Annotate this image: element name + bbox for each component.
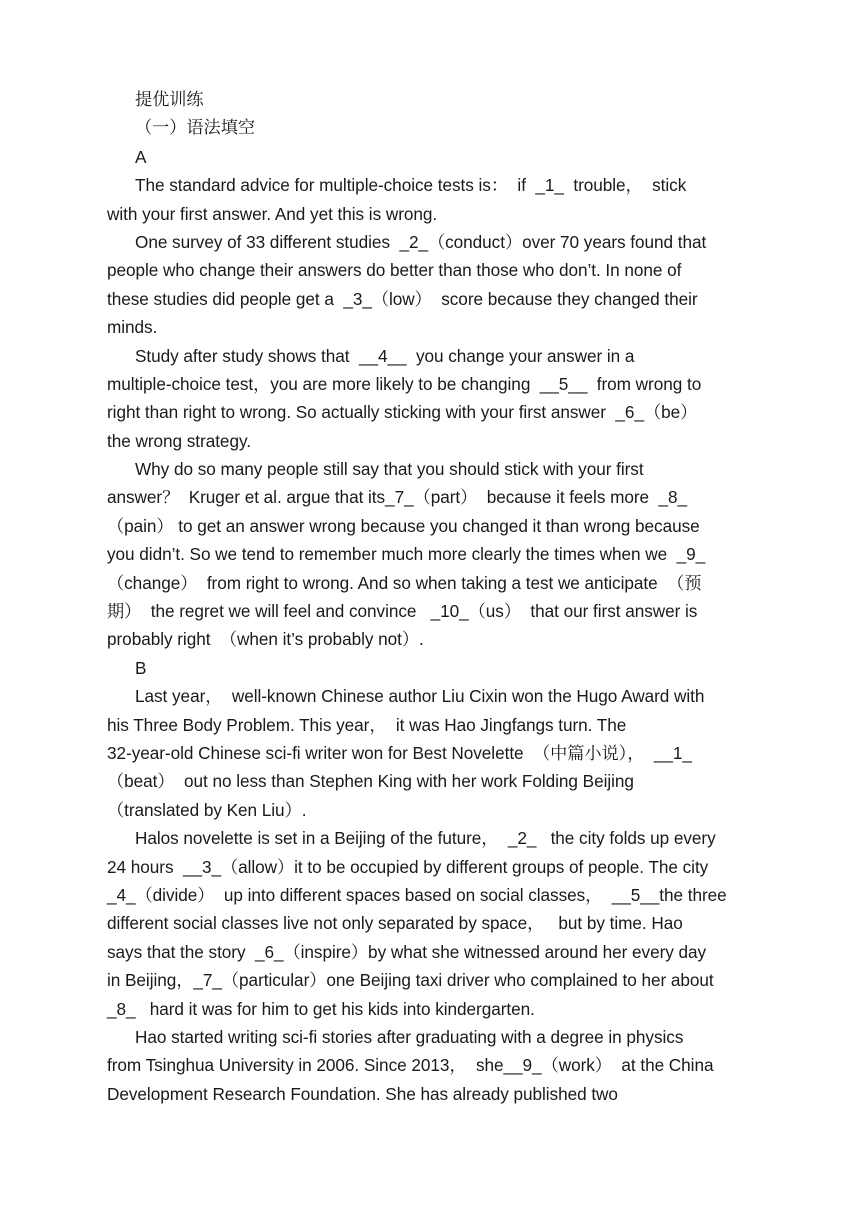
text-line: Why do so many people still say that you should stick with your first <box>135 459 644 480</box>
text-line: 24 hours __3_（allow）it to be occupied by different groups of people. The city <box>107 856 709 877</box>
text-line: says that the story _6_（inspire）by what she witnessed around her every day <box>107 941 707 962</box>
text-line: One survey of 33 different studies _2_（conduct）over 70 years found that <box>135 231 707 252</box>
text-line: （beat） out no less than Stephen King with her work Folding Beijing <box>107 771 634 792</box>
text-line: 32-year-old Chinese sci-fi writer won for Best Novelette （中篇小说）， __1_ <box>107 742 692 763</box>
exercise-title: 提优训练 <box>135 90 204 110</box>
text-line: people who change their answers do better than those who don’t. In none of <box>107 260 682 281</box>
section-heading: （一）语法填空 <box>135 118 255 139</box>
text-line: （translated by Ken Liu）. <box>107 799 307 820</box>
text-line: right than right to wrong. So actually sticking with your first answer _6_（be） <box>107 402 698 423</box>
text-line: answer？ Kruger et al. argue that its_7_（part） because it feels more _8_ <box>107 487 688 508</box>
document-page <box>107 86 757 1108</box>
text-line: different social classes live not only separated by space， but by time. Hao <box>107 913 683 934</box>
text-line: these studies did people get a _3_（low） score because they changed their <box>107 288 698 309</box>
text-line: Hao started writing sci-fi stories after graduating with a degree in physics <box>135 1026 684 1047</box>
text-line: The standard advice for multiple-choice tests is： if _1_ trouble， stick <box>135 175 687 196</box>
text-line: _8_ hard it was for him to get his kids into kindergarten. <box>107 998 535 1019</box>
text-line: Halos novelette is set in a Beijing of the future， _2_ the city folds up every <box>135 828 716 849</box>
passage-a-label: A <box>135 146 147 167</box>
text-line: you didn’t. So we tend to remember much more clearly the times when we _9_ <box>107 544 706 565</box>
text-line: the wrong strategy. <box>107 430 251 451</box>
text-line: （change） from right to wrong. And so when taking a test we anticipate （预 <box>107 572 702 593</box>
text-line: 期） the regret we will feel and convince _10_（us） that our first answer is <box>107 601 698 622</box>
text-line: his Three Body Problem. This year， it was Hao Jingfangs turn. The <box>107 714 627 735</box>
text-line: （pain） to get an answer wrong because you changed it than wrong because <box>107 515 700 536</box>
text-line: _4_（divide） up into different spaces based on social classes， __5__the three <box>107 884 727 905</box>
passage-b-label: B <box>135 657 147 678</box>
text-line: probably right （when it’s probably not）. <box>107 629 424 650</box>
text-line: Study after study shows that __4__ you change your answer in a <box>135 345 635 366</box>
text-line: Last year， well-known Chinese author Liu Cixin won the Hugo Award with <box>135 686 705 707</box>
text-line: with your first answer. And yet this is wrong. <box>107 203 438 224</box>
text-line: in Beijing，_7_（particular）one Beijing taxi driver who complained to her about <box>107 970 714 991</box>
text-line: from Tsinghua University in 2006. Since 2013， she__9_（work） at the China <box>107 1055 714 1076</box>
text-line: minds. <box>107 317 158 338</box>
text-line: Development Research Foundation. She has already published two <box>107 1083 618 1104</box>
text-line: multiple-choice test，you are more likely to be changing __5__ from wrong to <box>107 373 702 394</box>
